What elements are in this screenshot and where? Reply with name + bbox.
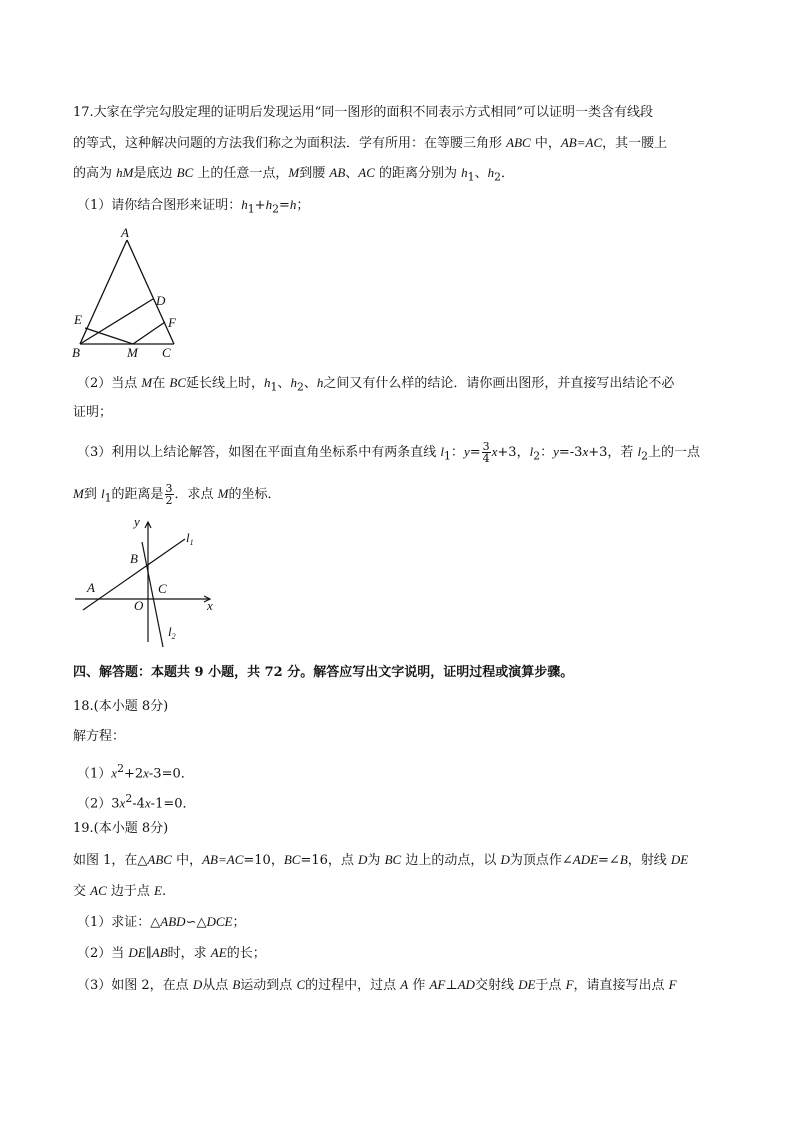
q18-intro: 解方程： (73, 729, 126, 744)
q19-part1: （1）求证：△ABD∽△DCE； (77, 914, 246, 930)
coordinate-figure (70, 512, 230, 652)
q19-header: 19.(本小题 8分) (73, 821, 169, 836)
q17-part3-line2: M到 $l_1$的距离是 $\frac{3}{2}$ ．求点 M的坐标． (73, 482, 281, 507)
segment-mf (133, 322, 165, 344)
q17-part3-line1: （3）利用以上结论解答，如图在平面直角坐标系中有两条直线 $l_1$：y= $\frac{3}{4}$ x+3，$l_2$：y=-3x+3，若 $l_2$上的一点 (77, 440, 701, 465)
label-a: A (121, 225, 129, 240)
triangle-figure (70, 224, 190, 362)
label-d: D (156, 293, 166, 308)
q17-part1: （1）请你结合图形来证明：$h_1+h_2=h$； (77, 197, 310, 216)
label-m: M (127, 345, 138, 360)
q19-part3: （3）如图 2，在点 D从点 B运动到点 C的过程中，过点 A 作 AF⊥AD交射线 DE于点 F，请直接写出点 F (77, 977, 677, 993)
q17-line2: 的等式，这种解决问题的方法我们称之为面积法．学有所用：在等腰三角形 ABC 中，AB=AC，其一腰上 (73, 135, 668, 151)
label-b: B (130, 551, 138, 566)
q19-part2: （2）当 DE∥AB时，求 AE的长； (77, 945, 266, 961)
label-y: y (134, 514, 140, 529)
q17-part2-line1: （2）当点 M在 BC延长线上时，$h_1$、$h_2$、h之间又有什么样的结论．请你画出图形，并直接写出结论不必 (77, 375, 675, 394)
section-heading: 四、解答题：本题共 9 小题，共 72 分。解答应写出文字说明，证明过程或演算步骤。 (73, 665, 574, 680)
side-ac (127, 240, 174, 344)
q19-line2: 交 AC 边于点 E. (73, 883, 167, 899)
q19-line1: 如图 1，在△ABC 中，AB=AC=10，BC=16，点 D为 BC 边上的动点，以 D为顶点作∠ADE=∠B，射线 DE (73, 852, 689, 868)
label-l1: $l_1$ (186, 530, 194, 547)
q18-equation-1: $(1)x^2+2x-3=0$． (77, 762, 194, 782)
label-x: x (207, 598, 213, 613)
q17-part2-line2: 证明； (73, 405, 113, 420)
label-f: F (168, 315, 176, 330)
label-b: B (72, 345, 80, 360)
q17-line3: 的高为 hM是底边 BC 上的任意一点，M到腰 AB、AC 的距离分别为 $h_1$、$h_2$． (73, 165, 514, 184)
fraction-3-4: $\frac{3}{4}$ (482, 440, 490, 465)
label-a: A (87, 580, 95, 595)
label-l2: $l_2$ (168, 624, 176, 641)
q17-line1: 17.大家在学完勾股定理的证明后发现运用“同一图形的面积不同表示方式相同”可以证明一类含有线段 (73, 105, 653, 120)
fraction-3-2: $\frac{3}{2}$ (165, 482, 173, 507)
label-c: C (158, 581, 167, 596)
label-e: E (74, 312, 82, 327)
q18-equation-2: $(2)3x^2-4x-1=0$． (77, 792, 196, 812)
label-c: C (162, 345, 171, 360)
label-o: O (134, 598, 144, 613)
q18-header: 18.(本小题 8分) (73, 699, 169, 714)
